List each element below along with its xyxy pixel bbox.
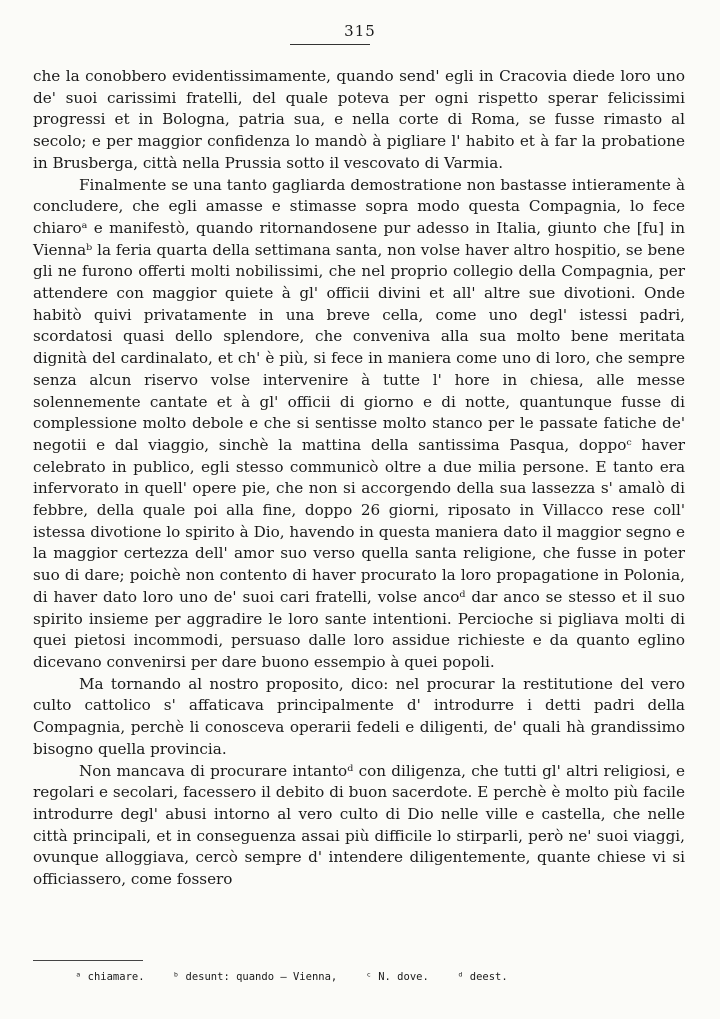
paragraph-1: che la conobbero evidentissimamente, quando send' egli in Cracovia diede loro uno de' suoi carissimi fratelli, del quale poteva per ogni rispetto sperar felicissimi progressi et in Bologna, patria sua, e nella corte di Roma, se fusse rimasto al secolo; e per maggior confidenza lo mandò à pigliare l' habito et à far la probatione in Brusberga, città nella Prussia sotto il vescovato di Varmia. — [33, 67, 685, 172]
footnote-d: ᵈ deest. — [457, 971, 508, 983]
footnote-rule — [33, 960, 143, 961]
footnote-b: ᵇ desunt: quando — Vienna, — [172, 971, 338, 983]
page-number-rule — [290, 44, 370, 45]
footnote-a: ᵃ chiamare. — [75, 971, 145, 983]
paragraph-2: Finalmente se una tanto gagliarda demostratione non bastasse intieramente à concludere, che egli amasse e stimasse sopra modo questa Compagnia, lo fece chiaroᵃ e manifestò, quando ritornandosene pur adesso in Italia, giunto che [fu] in Viennaᵇ la feria quarta della settimana santa, non volse haver altro hospitio, se bene gli ne furono offerti molti nobilissimi, che nel proprio collegio della Compagnia, per attendere con maggior quiete à gl' officii divini et all' altre sue divotioni. Onde habitò quivi privatamente in una breve cella, come uno degl' istessi padri, scordatosi quasi dello splendore, che conveniva alla sua molto bene meritata dignità del cardinalato, et ch' è più, si fece in maniera come uno di loro, che sempre senza alcun riservo volse intervenire à tutte l' hore in chiesa, alle messe solennemente cantate et à gl' officii di giorno e di notte, quantunque fusse di complessione molto debole e che si sentisse molto stanco per le passate fatiche de' negotii e dal viaggio, sinchè la mattina della santissima Pasqua, doppoᶜ haver celebrato in publico, egli stesso communicò oltre a due milia persone. E tanto era infervorato in quell' opere pie, che non si accorgendo della sua lassezza s' amalò di febbre, della quale poi alla fine, doppo 26 giorni, riposato in Villacco rese coll' istessa divotione lo spirito à Dio, havendo in questa maniera dato il maggior segno e la maggior certezza dell' amor suo verso quella santa religione, che fusse in poter suo di dare; poichè non contento di haver procurato la loro propagatione in Polonia, di haver dato loro uno de' suoi cari fratelli, volse ancoᵈ dar anco se stesso et il suo spirito insieme per aggradire le loro sante intentioni. Percioche si pigliava molti di quei pietosi incommodi, persuaso dalle loro assidue richieste e da quanto eglino dicevano convenirsi per dare buono essempio à quei popoli. — [33, 175, 685, 671]
paragraph-4: Non mancava di procurare intantoᵈ con diligenza, che tutti gl' altri religiosi, e regolari e secolari, facessero il debito di buon sacerdote. E perchè è molto più facile introdurre degl' abusi intorno al vero culto di Dio nelle ville e castella, che nelle città principali, et in conseguenza assai più difficile lo stirparli, però ne' suoi viaggi, ovunque alloggiava, cercò sempre d' intendere diligentemente, quante chiese vi si officiassero, come fossero — [33, 761, 685, 889]
page-number: 315 — [344, 22, 376, 40]
paragraph-3: Ma tornando al nostro proposito, dico: nel procurar la restitutione del vero culto cattolico s' affaticava principalmente d' introdurre i detti padri della Compagnia, perchè li conosceva operarii fedeli e diligenti, de' quali hà grandissimo bisogno quella provincia. — [33, 674, 685, 758]
footnotes — [75, 970, 695, 984]
body-text — [33, 66, 685, 891]
footnote-c: ᶜ N. dove. — [365, 971, 429, 983]
